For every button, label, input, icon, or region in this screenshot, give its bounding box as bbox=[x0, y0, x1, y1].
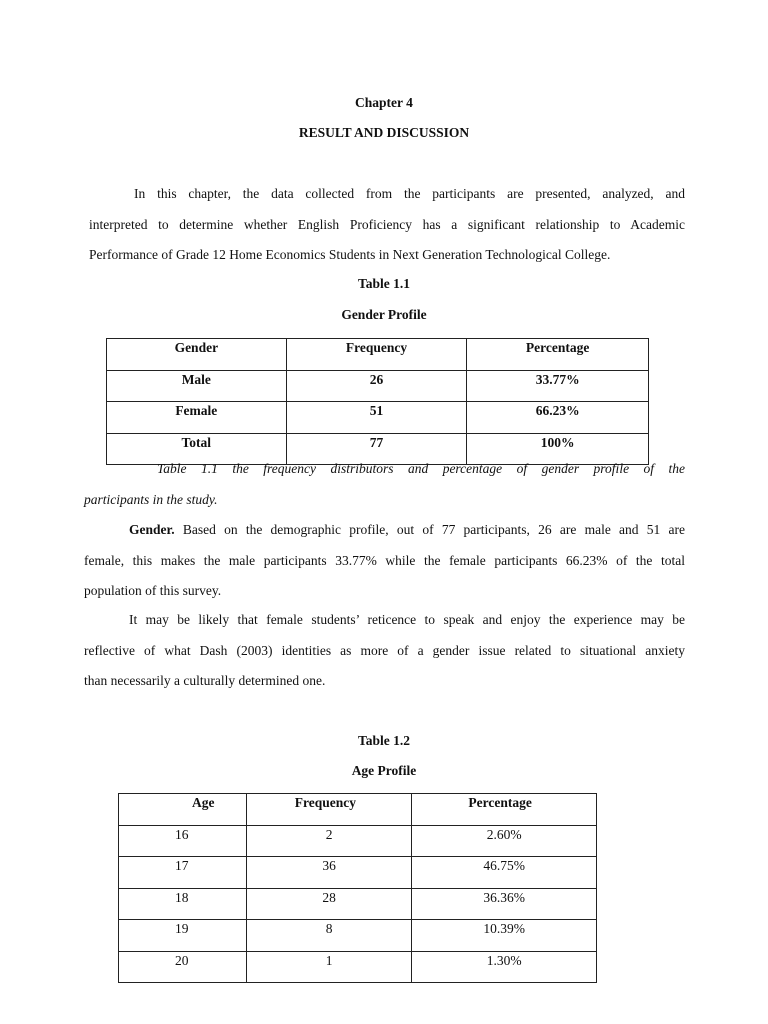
table-cell: 28 bbox=[246, 888, 412, 920]
table-cell: 2 bbox=[246, 825, 412, 857]
age-profile-table bbox=[118, 793, 597, 983]
table1-label: Table 1.1 bbox=[357, 276, 411, 291]
table-cell: 26 bbox=[286, 370, 467, 402]
table-cell: 18 bbox=[119, 888, 247, 920]
table-cell: Total bbox=[107, 433, 287, 465]
gender-line bbox=[84, 515, 685, 546]
table-cell: 17 bbox=[119, 857, 247, 889]
table-header-cell: Frequency bbox=[286, 339, 467, 371]
gender-line: female, this makes the male participants 33.77% while the female participants 66.23% of the total bbox=[84, 552, 685, 568]
reticence-paragraph bbox=[84, 605, 685, 697]
table1-title: Gender Profile bbox=[341, 307, 427, 322]
table-cell: 2.60% bbox=[412, 825, 597, 857]
table-cell: 51 bbox=[286, 402, 467, 434]
table-cell: 20 bbox=[119, 951, 247, 983]
caption-line: participants in the study. bbox=[84, 491, 218, 507]
table-cell: 33.77% bbox=[467, 370, 649, 402]
table-cell: Female bbox=[107, 402, 287, 434]
table-cell: 36 bbox=[246, 857, 412, 889]
caption-line: Table 1.1 the frequency distributors and percentage of gender profile of the bbox=[157, 461, 685, 476]
gender-line: population of this survey. bbox=[84, 583, 222, 598]
table-header-row bbox=[107, 339, 649, 371]
reticence-line: It may be likely that female students’ reticence to speak and enjoy the experience may be bbox=[129, 612, 685, 627]
reticence-line: than necessarily a culturally determined one. bbox=[84, 673, 326, 688]
table-row bbox=[119, 951, 597, 983]
table-cell: 16 bbox=[119, 825, 247, 857]
section-title: RESULT AND DISCUSSION bbox=[298, 125, 470, 140]
gender-profile-table bbox=[106, 338, 649, 465]
table-cell: 66.23% bbox=[467, 402, 649, 434]
chapter-heading: Chapter 4 bbox=[355, 95, 413, 110]
table-cell: 100% bbox=[467, 433, 649, 465]
table-cell: 36.36% bbox=[412, 888, 597, 920]
intro-line: Performance of Grade 12 Home Economics Students in Next Generation Technological College. bbox=[89, 247, 611, 262]
intro-line: In this chapter, the data collected from the participants are presented, analyzed, and bbox=[134, 186, 685, 201]
intro-line: interpreted to determine whether English Proficiency has a significant relationship to Academic bbox=[89, 216, 685, 232]
intro-paragraph bbox=[89, 179, 685, 271]
table-cell: 1 bbox=[246, 951, 412, 983]
table-row bbox=[107, 402, 649, 434]
table1-caption bbox=[84, 454, 685, 515]
table-cell: 19 bbox=[119, 920, 247, 952]
table-cell: 10.39% bbox=[412, 920, 597, 952]
table2-label: Table 1.2 bbox=[357, 733, 411, 748]
table-header-row bbox=[119, 794, 597, 826]
table-row bbox=[119, 920, 597, 952]
table-cell: 8 bbox=[246, 920, 412, 952]
table-header-cell: Percentage bbox=[412, 794, 597, 826]
table-row bbox=[119, 825, 597, 857]
table-header-cell: Frequency bbox=[246, 794, 412, 826]
reticence-line: reflective of what Dash (2003) identities as more of a gender issue related to situational anxiety bbox=[84, 642, 685, 658]
table-row bbox=[119, 888, 597, 920]
table-header-cell: Percentage bbox=[467, 339, 649, 371]
table-cell: Male bbox=[107, 370, 287, 402]
table-header-cell: Gender bbox=[107, 339, 287, 371]
gender-line-text: Based on the demographic profile, out of 77 participants, 26 are male and 51 are bbox=[174, 522, 685, 537]
gender-lead: Gender. bbox=[129, 522, 175, 537]
table-row bbox=[107, 370, 649, 402]
gender-paragraph bbox=[84, 515, 685, 607]
table2-title: Age Profile bbox=[351, 763, 417, 778]
table-cell: 46.75% bbox=[412, 857, 597, 889]
table-cell: 1.30% bbox=[412, 951, 597, 983]
table-cell: 77 bbox=[286, 433, 467, 465]
table-row bbox=[119, 857, 597, 889]
table-header-cell: Age bbox=[119, 794, 247, 826]
